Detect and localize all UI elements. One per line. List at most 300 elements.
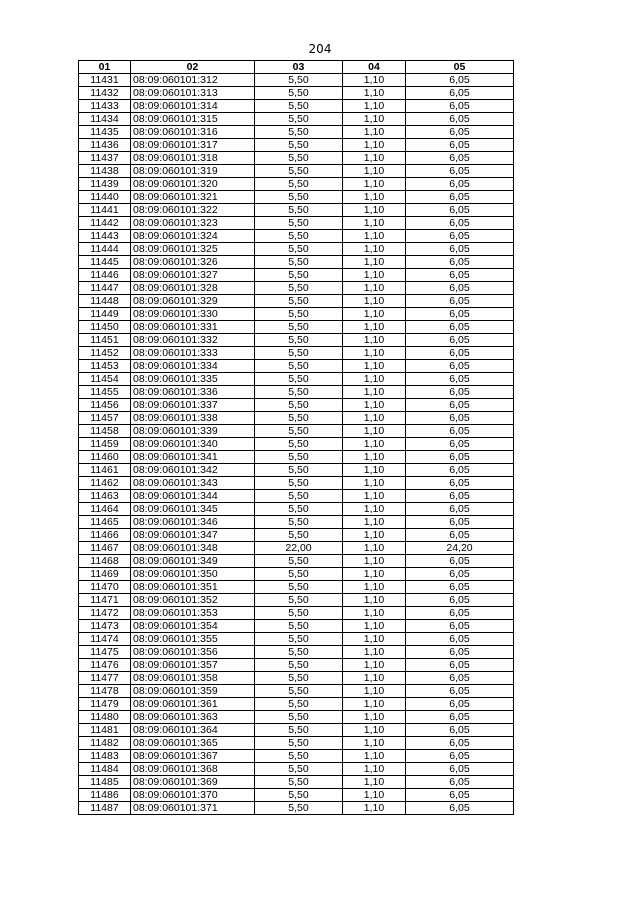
value-05-cell: 6,05 xyxy=(406,373,514,386)
cadastral-number-cell: 08:09:060101:349 xyxy=(131,555,255,568)
cadastral-number-cell: 08:09:060101:357 xyxy=(131,659,255,672)
value-04-cell: 1,10 xyxy=(343,425,406,438)
value-03-cell: 5,50 xyxy=(255,503,343,516)
value-05-cell: 6,05 xyxy=(406,568,514,581)
row-number-cell: 11475 xyxy=(79,646,131,659)
table-row xyxy=(79,711,514,724)
table-row xyxy=(79,477,514,490)
row-number-cell: 11483 xyxy=(79,750,131,763)
value-05-cell: 6,05 xyxy=(406,178,514,191)
value-04-cell: 1,10 xyxy=(343,113,406,126)
value-04-cell: 1,10 xyxy=(343,217,406,230)
row-number-cell: 11484 xyxy=(79,763,131,776)
row-number-cell: 11466 xyxy=(79,529,131,542)
row-number-cell: 11469 xyxy=(79,568,131,581)
value-04-cell: 1,10 xyxy=(343,750,406,763)
cadastral-number-cell: 08:09:060101:328 xyxy=(131,282,255,295)
table-row xyxy=(79,672,514,685)
value-03-cell: 5,50 xyxy=(255,672,343,685)
row-number-cell: 11460 xyxy=(79,451,131,464)
value-04-cell: 1,10 xyxy=(343,763,406,776)
value-04-cell: 1,10 xyxy=(343,789,406,802)
cadastral-number-cell: 08:09:060101:369 xyxy=(131,776,255,789)
table-row xyxy=(79,100,514,113)
value-05-cell: 6,05 xyxy=(406,490,514,503)
value-04-cell: 1,10 xyxy=(343,581,406,594)
value-03-cell: 5,50 xyxy=(255,204,343,217)
table-row xyxy=(79,685,514,698)
cadastral-number-cell: 08:09:060101:332 xyxy=(131,334,255,347)
value-04-cell: 1,10 xyxy=(343,802,406,815)
row-number-cell: 11473 xyxy=(79,620,131,633)
value-04-cell: 1,10 xyxy=(343,152,406,165)
row-number-cell: 11433 xyxy=(79,100,131,113)
value-03-cell: 5,50 xyxy=(255,529,343,542)
cadastral-number-cell: 08:09:060101:346 xyxy=(131,516,255,529)
value-03-cell: 5,50 xyxy=(255,594,343,607)
value-04-cell: 1,10 xyxy=(343,308,406,321)
value-04-cell: 1,10 xyxy=(343,659,406,672)
cadastral-number-cell: 08:09:060101:316 xyxy=(131,126,255,139)
table-row xyxy=(79,321,514,334)
value-04-cell: 1,10 xyxy=(343,243,406,256)
row-number-cell: 11440 xyxy=(79,191,131,204)
value-04-cell: 1,10 xyxy=(343,412,406,425)
value-05-cell: 6,05 xyxy=(406,581,514,594)
row-number-cell: 11477 xyxy=(79,672,131,685)
value-04-cell: 1,10 xyxy=(343,451,406,464)
cadastral-number-cell: 08:09:060101:336 xyxy=(131,386,255,399)
value-05-cell: 6,05 xyxy=(406,139,514,152)
value-03-cell: 5,50 xyxy=(255,74,343,87)
value-05-cell: 6,05 xyxy=(406,191,514,204)
value-04-cell: 1,10 xyxy=(343,724,406,737)
value-04-cell: 1,10 xyxy=(343,347,406,360)
value-05-cell: 6,05 xyxy=(406,334,514,347)
value-04-cell: 1,10 xyxy=(343,438,406,451)
value-03-cell: 5,50 xyxy=(255,139,343,152)
table-row xyxy=(79,373,514,386)
cadastral-number-cell: 08:09:060101:342 xyxy=(131,464,255,477)
cadastral-number-cell: 08:09:060101:319 xyxy=(131,165,255,178)
cadastral-number-cell: 08:09:060101:339 xyxy=(131,425,255,438)
value-05-cell: 6,05 xyxy=(406,607,514,620)
value-05-cell: 6,05 xyxy=(406,347,514,360)
table-row xyxy=(79,425,514,438)
row-number-cell: 11445 xyxy=(79,256,131,269)
cadastral-number-cell: 08:09:060101:367 xyxy=(131,750,255,763)
table-row xyxy=(79,516,514,529)
value-03-cell: 5,50 xyxy=(255,165,343,178)
column-header-03: 03 xyxy=(255,61,343,74)
value-04-cell: 1,10 xyxy=(343,373,406,386)
value-05-cell: 6,05 xyxy=(406,477,514,490)
cadastral-number-cell: 08:09:060101:317 xyxy=(131,139,255,152)
row-number-cell: 11485 xyxy=(79,776,131,789)
row-number-cell: 11467 xyxy=(79,542,131,555)
value-04-cell: 1,10 xyxy=(343,126,406,139)
table-row xyxy=(79,750,514,763)
value-04-cell: 1,10 xyxy=(343,269,406,282)
value-05-cell: 6,05 xyxy=(406,321,514,334)
value-03-cell: 5,50 xyxy=(255,763,343,776)
row-number-cell: 11482 xyxy=(79,737,131,750)
table-row xyxy=(79,659,514,672)
row-number-cell: 11459 xyxy=(79,438,131,451)
row-number-cell: 11458 xyxy=(79,425,131,438)
value-03-cell: 5,50 xyxy=(255,737,343,750)
value-05-cell: 6,05 xyxy=(406,360,514,373)
cadastral-number-cell: 08:09:060101:356 xyxy=(131,646,255,659)
table-row xyxy=(79,139,514,152)
cadastral-number-cell: 08:09:060101:343 xyxy=(131,477,255,490)
cadastral-number-cell: 08:09:060101:350 xyxy=(131,568,255,581)
row-number-cell: 11487 xyxy=(79,802,131,815)
cadastral-number-cell: 08:09:060101:353 xyxy=(131,607,255,620)
row-number-cell: 11457 xyxy=(79,412,131,425)
table-row xyxy=(79,87,514,100)
table-row xyxy=(79,646,514,659)
row-number-cell: 11462 xyxy=(79,477,131,490)
value-05-cell: 6,05 xyxy=(406,282,514,295)
value-04-cell: 1,10 xyxy=(343,503,406,516)
table-row xyxy=(79,698,514,711)
table-row xyxy=(79,555,514,568)
value-04-cell: 1,10 xyxy=(343,607,406,620)
table-row xyxy=(79,204,514,217)
table-row xyxy=(79,399,514,412)
value-05-cell: 6,05 xyxy=(406,711,514,724)
value-05-cell: 6,05 xyxy=(406,776,514,789)
page-number: 204 xyxy=(308,42,332,56)
value-05-cell: 6,05 xyxy=(406,100,514,113)
value-05-cell: 6,05 xyxy=(406,555,514,568)
row-number-cell: 11455 xyxy=(79,386,131,399)
row-number-cell: 11453 xyxy=(79,360,131,373)
value-04-cell: 1,10 xyxy=(343,672,406,685)
value-05-cell: 6,05 xyxy=(406,204,514,217)
row-number-cell: 11450 xyxy=(79,321,131,334)
value-05-cell: 6,05 xyxy=(406,646,514,659)
row-number-cell: 11439 xyxy=(79,178,131,191)
value-04-cell: 1,10 xyxy=(343,776,406,789)
value-03-cell: 5,50 xyxy=(255,334,343,347)
row-number-cell: 11470 xyxy=(79,581,131,594)
value-04-cell: 1,10 xyxy=(343,399,406,412)
cadastral-number-cell: 08:09:060101:354 xyxy=(131,620,255,633)
value-03-cell: 5,50 xyxy=(255,490,343,503)
value-05-cell: 6,05 xyxy=(406,113,514,126)
value-04-cell: 1,10 xyxy=(343,100,406,113)
value-03-cell: 5,50 xyxy=(255,373,343,386)
table-row xyxy=(79,529,514,542)
table-row xyxy=(79,802,514,815)
value-03-cell: 5,50 xyxy=(255,295,343,308)
table-row xyxy=(79,256,514,269)
cadastral-number-cell: 08:09:060101:325 xyxy=(131,243,255,256)
value-04-cell: 1,10 xyxy=(343,555,406,568)
table-row xyxy=(79,451,514,464)
row-number-cell: 11443 xyxy=(79,230,131,243)
cadastral-number-cell: 08:09:060101:344 xyxy=(131,490,255,503)
value-03-cell: 22,00 xyxy=(255,542,343,555)
cadastral-number-cell: 08:09:060101:348 xyxy=(131,542,255,555)
table-row xyxy=(79,386,514,399)
table-row xyxy=(79,542,514,555)
value-03-cell: 5,50 xyxy=(255,178,343,191)
cadastral-number-cell: 08:09:060101:318 xyxy=(131,152,255,165)
row-number-cell: 11441 xyxy=(79,204,131,217)
table-row xyxy=(79,412,514,425)
row-number-cell: 11478 xyxy=(79,685,131,698)
cadastral-number-cell: 08:09:060101:351 xyxy=(131,581,255,594)
cadastral-number-cell: 08:09:060101:323 xyxy=(131,217,255,230)
cadastral-number-cell: 08:09:060101:333 xyxy=(131,347,255,360)
value-05-cell: 6,05 xyxy=(406,295,514,308)
row-number-cell: 11465 xyxy=(79,516,131,529)
table-row xyxy=(79,360,514,373)
cadastral-number-cell: 08:09:060101:352 xyxy=(131,594,255,607)
value-05-cell: 6,05 xyxy=(406,620,514,633)
value-03-cell: 5,50 xyxy=(255,620,343,633)
value-03-cell: 5,50 xyxy=(255,100,343,113)
cadastral-number-cell: 08:09:060101:337 xyxy=(131,399,255,412)
cadastral-number-cell: 08:09:060101:329 xyxy=(131,295,255,308)
value-05-cell: 6,05 xyxy=(406,685,514,698)
value-03-cell: 5,50 xyxy=(255,477,343,490)
column-header-02: 02 xyxy=(131,61,255,74)
value-05-cell: 24,20 xyxy=(406,542,514,555)
cadastral-number-cell: 08:09:060101:324 xyxy=(131,230,255,243)
row-number-cell: 11435 xyxy=(79,126,131,139)
value-05-cell: 6,05 xyxy=(406,126,514,139)
value-03-cell: 5,50 xyxy=(255,464,343,477)
value-04-cell: 1,10 xyxy=(343,633,406,646)
cadastral-number-cell: 08:09:060101:365 xyxy=(131,737,255,750)
value-03-cell: 5,50 xyxy=(255,568,343,581)
row-number-cell: 11486 xyxy=(79,789,131,802)
cadastral-number-cell: 08:09:060101:326 xyxy=(131,256,255,269)
cadastral-number-cell: 08:09:060101:355 xyxy=(131,633,255,646)
header-row xyxy=(79,61,514,74)
value-04-cell: 1,10 xyxy=(343,464,406,477)
cadastral-number-cell: 08:09:060101:371 xyxy=(131,802,255,815)
value-05-cell: 6,05 xyxy=(406,529,514,542)
value-04-cell: 1,10 xyxy=(343,516,406,529)
value-04-cell: 1,10 xyxy=(343,620,406,633)
table-row xyxy=(79,594,514,607)
value-04-cell: 1,10 xyxy=(343,698,406,711)
value-03-cell: 5,50 xyxy=(255,126,343,139)
table-row xyxy=(79,126,514,139)
value-05-cell: 6,05 xyxy=(406,464,514,477)
cadastral-number-cell: 08:09:060101:315 xyxy=(131,113,255,126)
cadastral-number-cell: 08:09:060101:345 xyxy=(131,503,255,516)
value-03-cell: 5,50 xyxy=(255,113,343,126)
cadastral-number-cell: 08:09:060101:368 xyxy=(131,763,255,776)
table-row xyxy=(79,607,514,620)
row-number-cell: 11472 xyxy=(79,607,131,620)
row-number-cell: 11456 xyxy=(79,399,131,412)
table-row xyxy=(79,191,514,204)
value-03-cell: 5,50 xyxy=(255,269,343,282)
column-header-05: 05 xyxy=(406,61,514,74)
cadastral-number-cell: 08:09:060101:314 xyxy=(131,100,255,113)
cadastral-number-cell: 08:09:060101:340 xyxy=(131,438,255,451)
value-05-cell: 6,05 xyxy=(406,763,514,776)
column-header-01: 01 xyxy=(79,61,131,74)
value-05-cell: 6,05 xyxy=(406,425,514,438)
table-row xyxy=(79,503,514,516)
cadastral-number-cell: 08:09:060101:327 xyxy=(131,269,255,282)
value-03-cell: 5,50 xyxy=(255,347,343,360)
value-04-cell: 1,10 xyxy=(343,737,406,750)
cadastral-number-cell: 08:09:060101:341 xyxy=(131,451,255,464)
value-05-cell: 6,05 xyxy=(406,516,514,529)
value-03-cell: 5,50 xyxy=(255,230,343,243)
table-row xyxy=(79,724,514,737)
value-04-cell: 1,10 xyxy=(343,477,406,490)
table-header xyxy=(79,61,514,74)
value-03-cell: 5,50 xyxy=(255,516,343,529)
cadastral-number-cell: 08:09:060101:321 xyxy=(131,191,255,204)
table-row xyxy=(79,308,514,321)
value-05-cell: 6,05 xyxy=(406,412,514,425)
value-03-cell: 5,50 xyxy=(255,282,343,295)
row-number-cell: 11448 xyxy=(79,295,131,308)
value-05-cell: 6,05 xyxy=(406,503,514,516)
value-04-cell: 1,10 xyxy=(343,646,406,659)
value-05-cell: 6,05 xyxy=(406,438,514,451)
cadastral-number-cell: 08:09:060101:364 xyxy=(131,724,255,737)
row-number-cell: 11481 xyxy=(79,724,131,737)
row-number-cell: 11471 xyxy=(79,594,131,607)
value-03-cell: 5,50 xyxy=(255,425,343,438)
value-04-cell: 1,10 xyxy=(343,74,406,87)
row-number-cell: 11447 xyxy=(79,282,131,295)
row-number-cell: 11452 xyxy=(79,347,131,360)
value-03-cell: 5,50 xyxy=(255,776,343,789)
row-number-cell: 11479 xyxy=(79,698,131,711)
value-05-cell: 6,05 xyxy=(406,659,514,672)
value-03-cell: 5,50 xyxy=(255,217,343,230)
value-05-cell: 6,05 xyxy=(406,737,514,750)
value-03-cell: 5,50 xyxy=(255,399,343,412)
cadastral-number-cell: 08:09:060101:370 xyxy=(131,789,255,802)
cadastral-number-cell: 08:09:060101:320 xyxy=(131,178,255,191)
table-row xyxy=(79,464,514,477)
row-number-cell: 11437 xyxy=(79,152,131,165)
table-row xyxy=(79,295,514,308)
row-number-cell: 11438 xyxy=(79,165,131,178)
value-03-cell: 5,50 xyxy=(255,555,343,568)
cadastral-number-cell: 08:09:060101:312 xyxy=(131,74,255,87)
value-05-cell: 6,05 xyxy=(406,269,514,282)
value-03-cell: 5,50 xyxy=(255,698,343,711)
value-03-cell: 5,50 xyxy=(255,412,343,425)
row-number-cell: 11434 xyxy=(79,113,131,126)
value-03-cell: 5,50 xyxy=(255,191,343,204)
value-05-cell: 6,05 xyxy=(406,87,514,100)
value-04-cell: 1,10 xyxy=(343,685,406,698)
table-body xyxy=(79,74,514,815)
data-table xyxy=(78,60,514,815)
value-05-cell: 6,05 xyxy=(406,399,514,412)
cadastral-number-cell: 08:09:060101:313 xyxy=(131,87,255,100)
table-row xyxy=(79,230,514,243)
table-row xyxy=(79,217,514,230)
cadastral-number-cell: 08:09:060101:359 xyxy=(131,685,255,698)
table-row xyxy=(79,490,514,503)
row-number-cell: 11444 xyxy=(79,243,131,256)
cadastral-number-cell: 08:09:060101:347 xyxy=(131,529,255,542)
value-05-cell: 6,05 xyxy=(406,594,514,607)
row-number-cell: 11480 xyxy=(79,711,131,724)
value-05-cell: 6,05 xyxy=(406,802,514,815)
value-03-cell: 5,50 xyxy=(255,152,343,165)
cadastral-number-cell: 08:09:060101:338 xyxy=(131,412,255,425)
table-row xyxy=(79,737,514,750)
value-05-cell: 6,05 xyxy=(406,165,514,178)
row-number-cell: 11463 xyxy=(79,490,131,503)
table-row xyxy=(79,581,514,594)
value-05-cell: 6,05 xyxy=(406,243,514,256)
value-04-cell: 1,10 xyxy=(343,594,406,607)
table-row xyxy=(79,568,514,581)
row-number-cell: 11431 xyxy=(79,74,131,87)
value-03-cell: 5,50 xyxy=(255,321,343,334)
value-03-cell: 5,50 xyxy=(255,308,343,321)
column-header-04: 04 xyxy=(343,61,406,74)
value-05-cell: 6,05 xyxy=(406,451,514,464)
value-03-cell: 5,50 xyxy=(255,646,343,659)
table-row xyxy=(79,74,514,87)
value-03-cell: 5,50 xyxy=(255,256,343,269)
value-03-cell: 5,50 xyxy=(255,685,343,698)
row-number-cell: 11454 xyxy=(79,373,131,386)
value-04-cell: 1,10 xyxy=(343,321,406,334)
value-05-cell: 6,05 xyxy=(406,724,514,737)
value-03-cell: 5,50 xyxy=(255,802,343,815)
value-04-cell: 1,10 xyxy=(343,542,406,555)
table-row xyxy=(79,347,514,360)
cadastral-number-cell: 08:09:060101:334 xyxy=(131,360,255,373)
row-number-cell: 11468 xyxy=(79,555,131,568)
value-05-cell: 6,05 xyxy=(406,152,514,165)
row-number-cell: 11451 xyxy=(79,334,131,347)
value-04-cell: 1,10 xyxy=(343,204,406,217)
value-05-cell: 6,05 xyxy=(406,672,514,685)
value-03-cell: 5,50 xyxy=(255,451,343,464)
cadastral-number-cell: 08:09:060101:363 xyxy=(131,711,255,724)
table-row xyxy=(79,789,514,802)
table-row xyxy=(79,113,514,126)
table-row xyxy=(79,763,514,776)
value-04-cell: 1,10 xyxy=(343,711,406,724)
cadastral-number-cell: 08:09:060101:335 xyxy=(131,373,255,386)
table-row xyxy=(79,269,514,282)
value-03-cell: 5,50 xyxy=(255,789,343,802)
row-number-cell: 11436 xyxy=(79,139,131,152)
value-05-cell: 6,05 xyxy=(406,230,514,243)
row-number-cell: 11446 xyxy=(79,269,131,282)
value-04-cell: 1,10 xyxy=(343,282,406,295)
value-05-cell: 6,05 xyxy=(406,217,514,230)
table-row xyxy=(79,776,514,789)
row-number-cell: 11464 xyxy=(79,503,131,516)
value-05-cell: 6,05 xyxy=(406,633,514,646)
cadastral-number-cell: 08:09:060101:358 xyxy=(131,672,255,685)
